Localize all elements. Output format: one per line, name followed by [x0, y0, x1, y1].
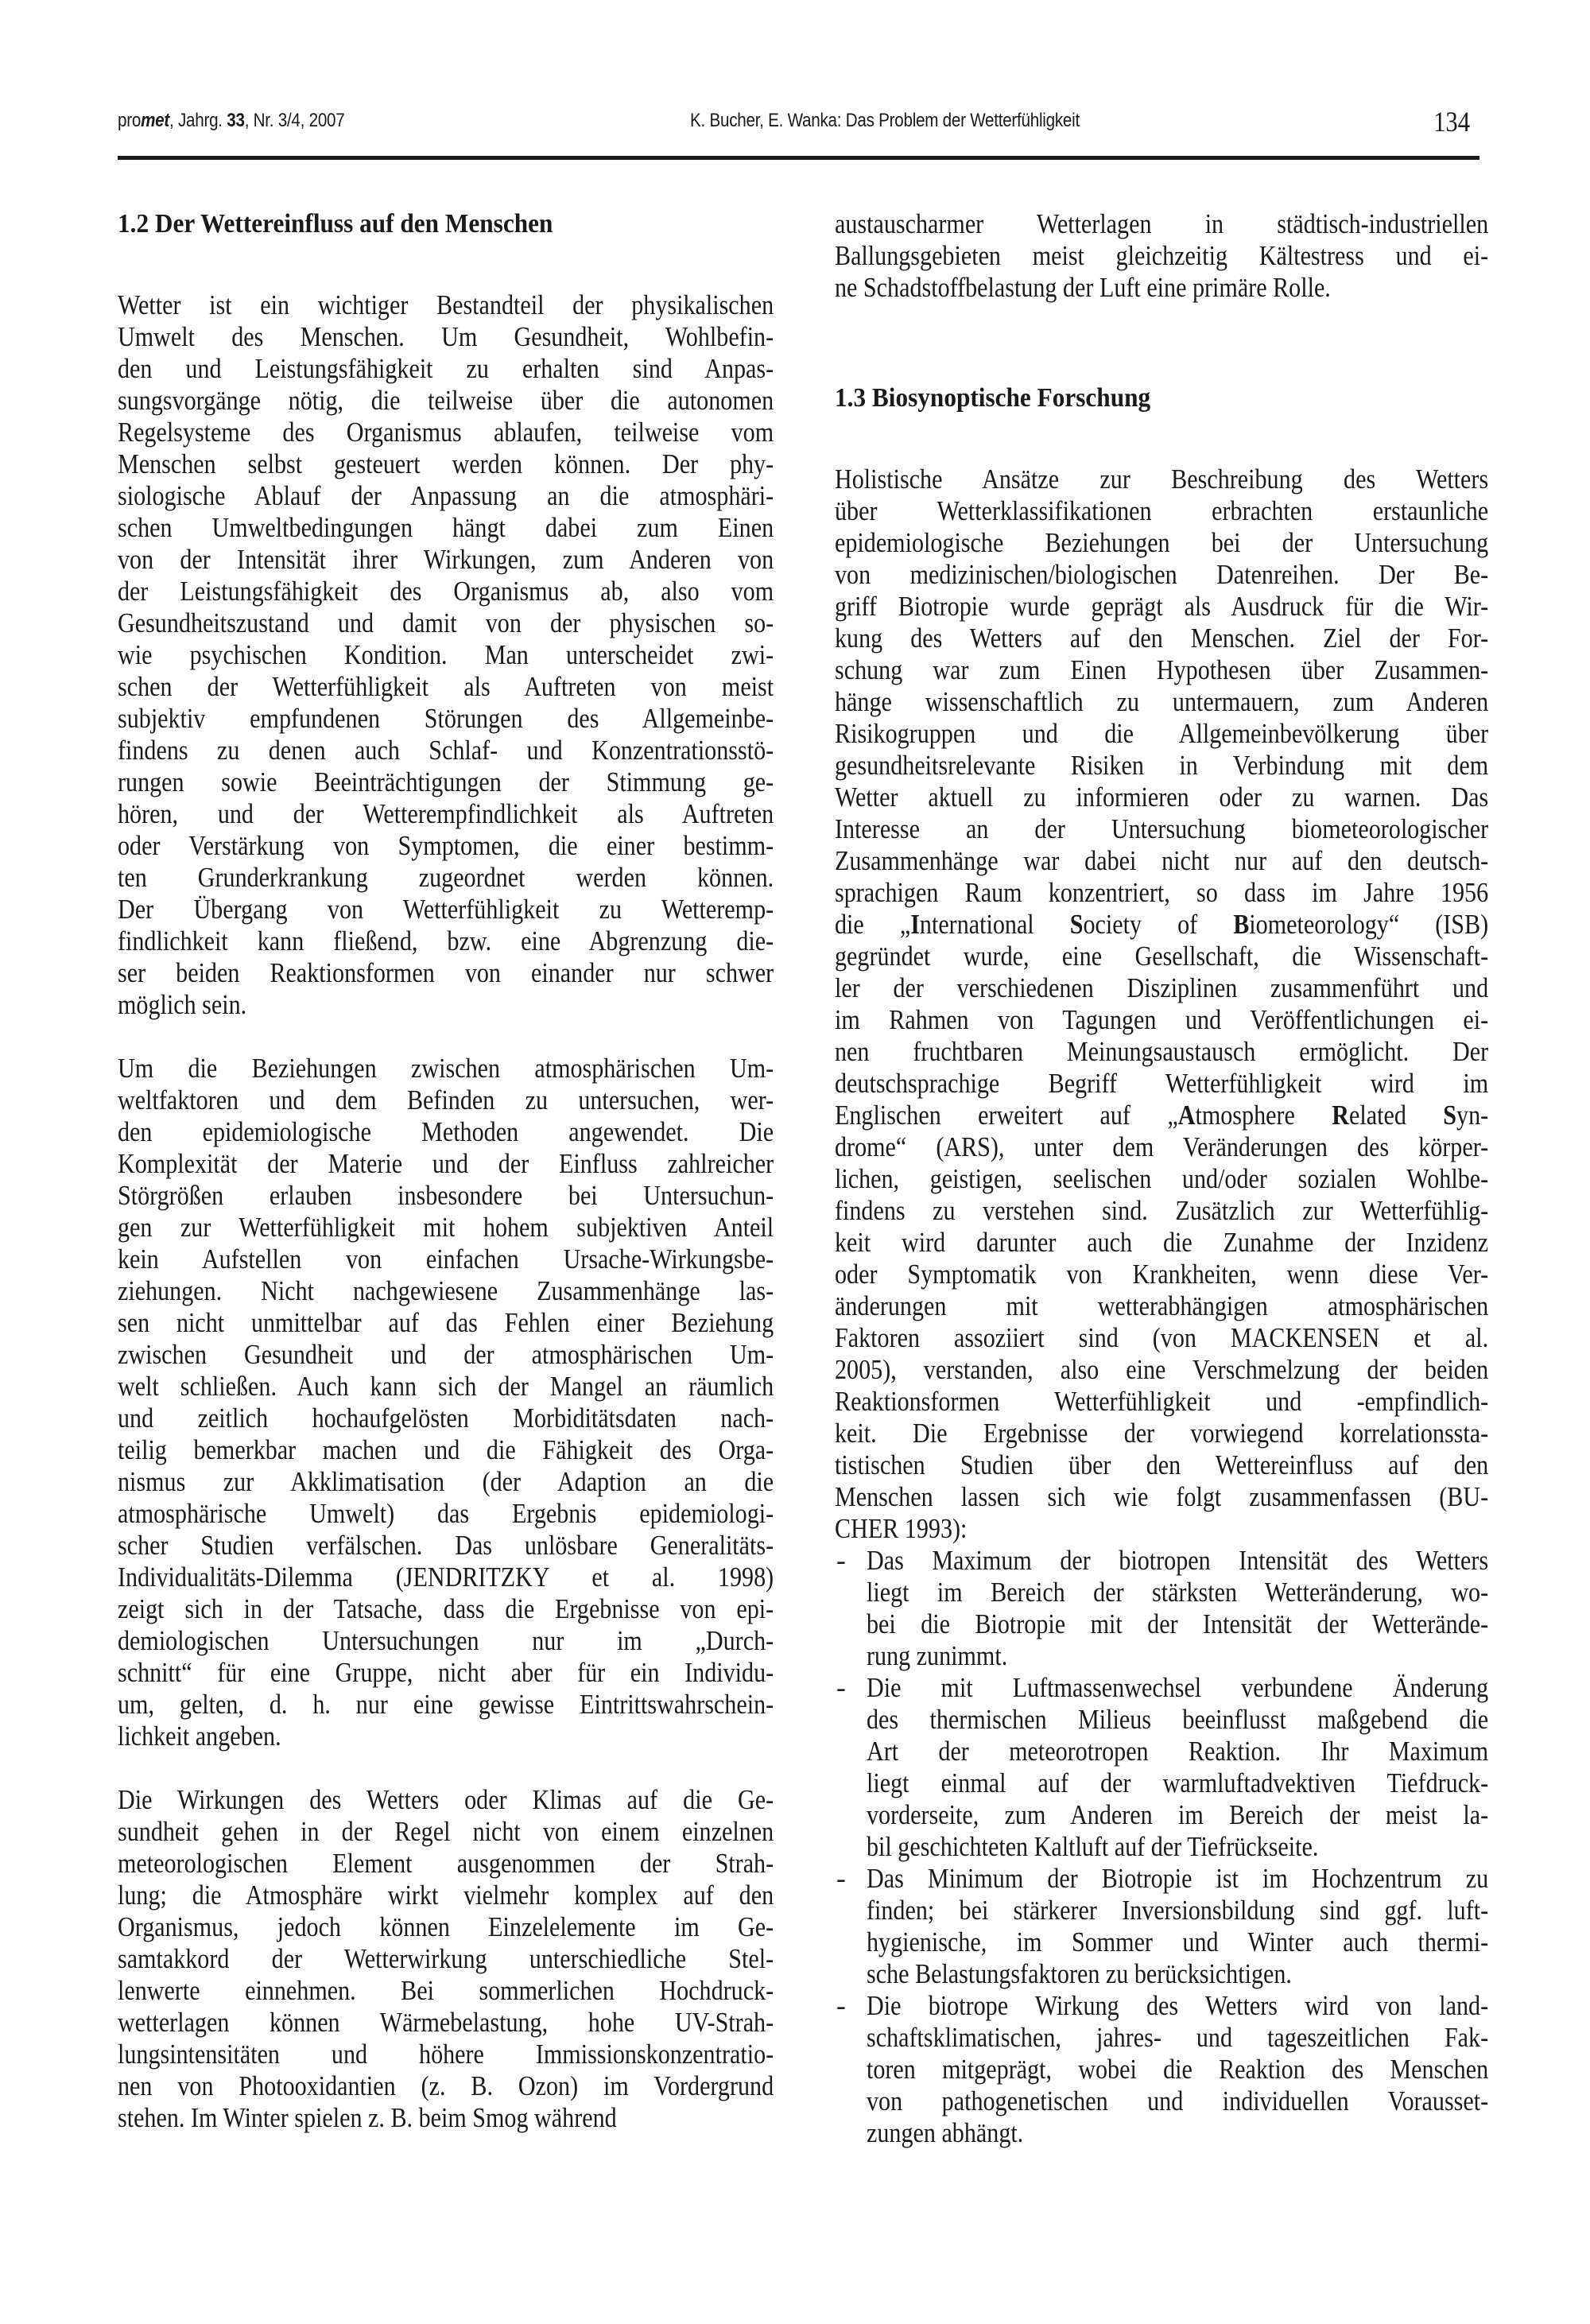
journal-citation	[118, 110, 344, 132]
text-line: schung war zum Einen Hypothesen über Zusammen-	[835, 654, 1489, 685]
text-line: ser beiden Reaktionsformen von einander nur schwer	[118, 957, 774, 988]
text-line: teilig bemerkbar machen und die Fähigkeit des Orga-	[118, 1434, 774, 1465]
text-line: von der Intensität ihrer Wirkungen, zum Anderen von	[118, 544, 774, 575]
acronym-letter: R	[1332, 1100, 1350, 1131]
bullet-item	[835, 1990, 1488, 2149]
text-line: hören, und der Wetterempfindlichkeit als Auftreten	[118, 798, 774, 829]
text-line: sungsvorgänge nötig, die teilweise über die autonomen	[118, 385, 774, 416]
running-header	[118, 106, 1479, 157]
text-line: liegt einmal auf der warmluftadvektiven Tiefdruck-	[867, 1767, 1489, 1798]
text-line: kung des Wetters auf den Menschen. Ziel der For-	[835, 623, 1489, 654]
text-line: CHER 1993):	[835, 1513, 968, 1544]
acronym-letter: S	[1069, 909, 1084, 940]
text-run: tmosphere	[1195, 1100, 1332, 1131]
text-line: gegründet wurde, eine Gesellschaft, die Wissenschaft-	[835, 941, 1489, 972]
text-line: schen der Wetterfühligkeit als Auftreten von meist	[118, 671, 774, 702]
bullet-dash: -	[836, 1545, 846, 1576]
bullet-item	[835, 1545, 1488, 1672]
bullet-dash: -	[836, 1863, 846, 1894]
paragraph-continuation	[835, 208, 1488, 304]
text-line: schen Umweltbedingungen hängt dabei zum Einen	[118, 512, 774, 543]
text-line: wie psychischen Kondition. Man unterscheidet zwi-	[118, 639, 774, 670]
text-line: zeigt sich in der Tatsache, dass die Ergebnisse von epi-	[118, 1593, 774, 1624]
text-line: Wetter aktuell zu informieren oder zu warnen. Das	[835, 782, 1489, 813]
text-line: und zeitlich hochaufgelösten Morbiditätsdaten nach-	[118, 1403, 774, 1434]
text-line: subjektiv empfundenen Störungen des Allgemeinbe-	[118, 703, 774, 734]
text-line: lung; die Atmosphäre wirkt vielmehr komplex auf den	[118, 1880, 774, 1911]
text-line: Ballungsgebieten meist gleichzeitig Kältestress und ei-	[835, 240, 1489, 271]
text-line: tistischen Studien über den Wettereinfluss auf den	[835, 1449, 1489, 1480]
text-line: Die biotrope Wirkung des Wetters wird von land-	[867, 1990, 1489, 2021]
spacer	[118, 1752, 774, 1784]
text-line: keit. Die Ergebnisse der vorwiegend korrelationssta-	[835, 1418, 1489, 1449]
text-line: Holistische Ansätze zur Beschreibung des Wetters	[835, 464, 1489, 495]
text-line: zwischen Gesundheit und der atmosphärischen Um-	[118, 1339, 774, 1370]
acronym-letter: S	[1443, 1100, 1457, 1131]
journal-year-label: , Jahrg.	[169, 110, 227, 131]
text-line: zungen abhängt.	[867, 2117, 1024, 2148]
journal-name-prefix: pro	[118, 110, 142, 131]
text-line: lichkeit angeben.	[118, 1721, 281, 1752]
spacer	[835, 414, 1488, 464]
text-line: austauscharmer Wetterlagen in städtisch-industriellen	[835, 208, 1489, 239]
text-run: yn-	[1456, 1100, 1489, 1131]
text-line: rung zunimmt.	[867, 1640, 1008, 1671]
text-line: änderungen mit wetterabhängigen atmosphärischen	[835, 1290, 1489, 1321]
paragraph	[118, 1053, 774, 1752]
text-line: hygienische, im Sommer und Winter auch thermi-	[867, 1926, 1489, 1957]
text-line: epidemiologische Beziehungen bei der Untersuchung	[835, 527, 1489, 558]
text-line: um, gelten, d. h. nur eine gewisse Eintrittswahrschein-	[118, 1689, 774, 1720]
text-line: Risikogruppen und die Allgemeinbevölkerung über	[835, 718, 1489, 749]
text-line: drome“ (ARS), unter dem Veränderungen des körper-	[835, 1131, 1489, 1162]
text-line: lichen, geistigen, seelischen und/oder sozialen Wohlbe-	[835, 1163, 1489, 1194]
text-line: rungen sowie Beeinträchtigungen der Stimmung ge-	[118, 766, 774, 797]
text-line: demiologischen Untersuchungen nur im „Durch-	[118, 1625, 774, 1656]
text-line: Art der meteorotropen Reaktion. Ihr Maximum	[867, 1736, 1489, 1767]
bullet-item	[835, 1672, 1488, 1863]
text-line: im Rahmen von Tagungen und Veröffentlichungen ei-	[835, 1004, 1489, 1035]
text-line: findens zu denen auch Schlaf- und Konzentrationsstö-	[118, 735, 774, 766]
spacer	[118, 1021, 774, 1053]
text-line: ten Grunderkrankung zugeordnet werden können.	[118, 862, 774, 893]
text-line: Zusammenhänge war dabei nicht nur auf den deutsch-	[835, 845, 1489, 876]
text-line: Umwelt des Menschen. Um Gesundheit, Wohlbefin-	[118, 321, 774, 352]
text-run: iometeorology“ (ISB)	[1249, 909, 1489, 940]
acronym-letter: A	[1177, 1100, 1196, 1131]
acronym-letter: I	[910, 909, 920, 940]
paragraph	[835, 464, 1488, 1545]
bullet-item	[835, 1863, 1488, 1990]
text-line: siologische Ablauf der Anpassung an die atmosphäri-	[118, 480, 774, 511]
journal-issue: , Nr. 3/4, 2007	[244, 110, 345, 131]
text-line: nismus zur Akklimatisation (der Adaption an die	[118, 1466, 774, 1497]
text-line: keit wird darunter auch die Zunahme der Inzidenz	[835, 1227, 1489, 1258]
text-line: finden; bei stärkerer Inversionsbildung sind ggf. luft-	[867, 1895, 1489, 1926]
text-line: gen zur Wetterfühligkeit mit hohem subjektiven Anteil	[118, 1212, 774, 1243]
text-run: die „	[835, 909, 911, 940]
text-line: liegt im Bereich der stärksten Wetteränderung, wo-	[867, 1577, 1489, 1608]
text-line: Komplexität der Materie und der Einfluss zahlreicher	[118, 1148, 774, 1179]
text-line: Die Wirkungen des Wetters oder Klimas auf die Ge-	[118, 1784, 774, 1815]
text-line: hänge wissenschaftlich zu untermauern, zum Anderen	[835, 686, 1489, 717]
text-line: nen fruchtbaren Meinungsaustausch ermöglicht. Der	[835, 1036, 1489, 1067]
text-line: Reaktionsformen Wetterfühligkeit und -empfindlich-	[835, 1386, 1489, 1417]
text-line: gesundheitsrelevante Risiken in Verbindung mit dem	[835, 750, 1489, 781]
text-line: sprachigen Raum konzentriert, so dass im Jahre 1956	[835, 877, 1489, 908]
text-line: meteorologischen Element ausgenommen der Strah-	[118, 1848, 774, 1879]
text-line: nen von Photooxidantien (z. B. Ozon) im Vordergrund	[118, 2070, 774, 2101]
text-line: sen nicht unmittelbar auf das Fehlen einer Beziehung	[118, 1307, 774, 1338]
text-line: Menschen selbst gesteuert werden können. Der phy-	[118, 448, 774, 479]
text-line: schaftsklimatischen, jahres- und tageszeitlichen Fak-	[867, 2022, 1489, 2053]
text-line: Das Maximum der biotropen Intensität des Wetters	[867, 1545, 1489, 1576]
paragraph	[118, 1784, 774, 2134]
text-line: kein Aufstellen von einfachen Ursache-Wirkungsbe-	[118, 1243, 774, 1275]
text-line: der Leistungsfähigkeit des Organismus ab, also vom	[118, 576, 774, 607]
text-line: 2005), verstanden, also eine Verschmelzung der beiden	[835, 1354, 1489, 1385]
text-line: samtakkord der Wetterwirkung unterschiedliche Stel-	[118, 1943, 774, 1974]
page-number: 134	[1433, 106, 1470, 138]
text-line: stehen. Im Winter spielen z. B. beim Smog während	[118, 2102, 617, 2133]
bullet-dash: -	[836, 1990, 846, 2021]
journal-name-emphasis: met	[141, 110, 169, 131]
text-line: weltfaktoren und dem Befinden zu untersuchen, wer-	[118, 1084, 774, 1115]
text-line: oder Verstärkung von Symptomen, die einer bestimm-	[118, 830, 774, 861]
text-line: Gesundheitszustand und damit von der physischen so-	[118, 607, 774, 638]
text-line: Organismus, jedoch können Einzelelemente im Ge-	[118, 1911, 774, 1942]
text-line: vorderseite, zum Anderen im Bereich der meist la-	[867, 1799, 1489, 1830]
text-line: wetterlagen können Wärmebelastung, hohe UV-Strah-	[118, 2007, 774, 2038]
text-line: welt schließen. Auch kann sich der Mangel an räumlich	[118, 1371, 774, 1402]
bullet-list	[835, 1545, 1488, 2149]
text-line: atmosphärische Umwelt) das Ergebnis epidemiologi-	[118, 1498, 774, 1529]
text-line: ziehungen. Nicht nachgewiesene Zusammenhänge las-	[118, 1275, 774, 1306]
text-line: Der Übergang von Wetterfühligkeit zu Wetteremp-	[118, 894, 774, 925]
text-line: toren mitgeprägt, wobei die Reaktion des Menschen	[867, 2054, 1489, 2085]
header-rule	[118, 156, 1479, 160]
text-line: Um die Beziehungen zwischen atmosphärischen Um-	[118, 1053, 774, 1084]
spacer	[118, 240, 774, 289]
text-line: bei die Biotropie mit der Intensität der Wetterände-	[867, 1608, 1489, 1639]
text-line: bil geschichteten Kaltluft auf der Tiefrückseite.	[867, 1831, 1319, 1862]
text-line: über Wetterklassifikationen erbrachten erstaunliche	[835, 495, 1489, 526]
paragraph	[118, 289, 774, 1021]
text-line: findens zu verstehen sind. Zusätzlich zur Wetterfühlig-	[835, 1195, 1489, 1226]
text-line: Störgrößen erlauben insbesondere bei Untersuchun-	[118, 1180, 774, 1211]
text-run: elated	[1349, 1100, 1444, 1131]
text-line: sundheit gehen in der Regel nicht von einem einzelnen	[118, 1816, 774, 1847]
text-line: Menschen lassen sich wie folgt zusammenfassen (BU-	[835, 1481, 1489, 1512]
text-line: sche Belastungsfaktoren zu berücksichtigen.	[867, 1958, 1292, 1989]
left-column	[118, 208, 774, 2134]
text-line: von medizinischen/biologischen Datenreihen. Der Be-	[835, 559, 1489, 590]
section-heading-1-3: 1.3 Biosynoptische Forschung	[835, 383, 1151, 413]
text-run: nternational	[919, 909, 1070, 940]
text-line: den epidemiologische Methoden angewendet. Die	[118, 1116, 774, 1147]
text-line: lungsintensitäten und höhere Immissionskonzentratio-	[118, 2039, 774, 2070]
text-line: des thermischen Milieus beeinflusst maßgebend die	[867, 1704, 1489, 1735]
text-line: Individualitäts-Dilemma (JENDRITZKY et al. 1998)	[118, 1562, 774, 1593]
text-line: ler der verschiedenen Disziplinen zusammenführt und	[835, 972, 1489, 1003]
text-run: ociety of	[1083, 909, 1234, 940]
text-run: Englischen erweitert auf „	[835, 1100, 1178, 1131]
text-line: scher Studien verfälschen. Das unlösbare Generalitäts-	[118, 1530, 774, 1561]
text-line: griff Biotropie wurde geprägt als Ausdruck für die Wir-	[835, 591, 1489, 622]
acronym-letter: B	[1233, 909, 1250, 940]
journal-volume: 33	[227, 110, 245, 131]
text-line-ars	[835, 1100, 1488, 1131]
text-line: Das Minimum der Biotropie ist im Hochzentrum zu	[867, 1863, 1489, 1894]
text-line: lenwerte einnehmen. Bei sommerlichen Hochdruck-	[118, 1975, 774, 2006]
text-line: Interesse an der Untersuchung biometeorologischer	[835, 813, 1489, 844]
text-line: Faktoren assoziiert sind (von MACKENSEN et al.	[835, 1322, 1489, 1353]
running-title: K. Bucher, E. Wanka: Das Problem der Wetterfühligkeit	[690, 110, 1080, 131]
text-line: von pathogenetischen und individuellen Vorausset-	[867, 2085, 1489, 2116]
text-line: Die mit Luftmassenwechsel verbundene Änderung	[867, 1672, 1489, 1703]
spacer	[835, 304, 1488, 382]
bullet-dash: -	[836, 1672, 846, 1703]
right-column	[835, 208, 1488, 2149]
text-line: Regelsysteme des Organismus ablaufen, teilweise vom	[118, 417, 774, 448]
section-heading-1-2: 1.2 Der Wettereinfluss auf den Menschen	[118, 209, 553, 239]
text-line: oder Symptomatik von Krankheiten, wenn diese Ver-	[835, 1259, 1489, 1290]
text-line: Wetter ist ein wichtiger Bestandteil der physikalischen	[118, 289, 774, 320]
text-line: ne Schadstoffbelastung der Luft eine primäre Rolle.	[835, 272, 1331, 303]
text-line: findlichkeit kann fließend, bzw. eine Abgrenzung die-	[118, 925, 774, 956]
text-line-isb	[835, 909, 1488, 941]
text-line: schnitt“ für eine Gruppe, nicht aber für ein Individu-	[118, 1657, 774, 1688]
text-line: den und Leistungsfähigkeit zu erhalten sind Anpas-	[118, 353, 774, 384]
text-line: möglich sein.	[118, 989, 247, 1020]
text-line: deutschsprachige Begriff Wetterfühligkeit wird im	[835, 1068, 1489, 1099]
